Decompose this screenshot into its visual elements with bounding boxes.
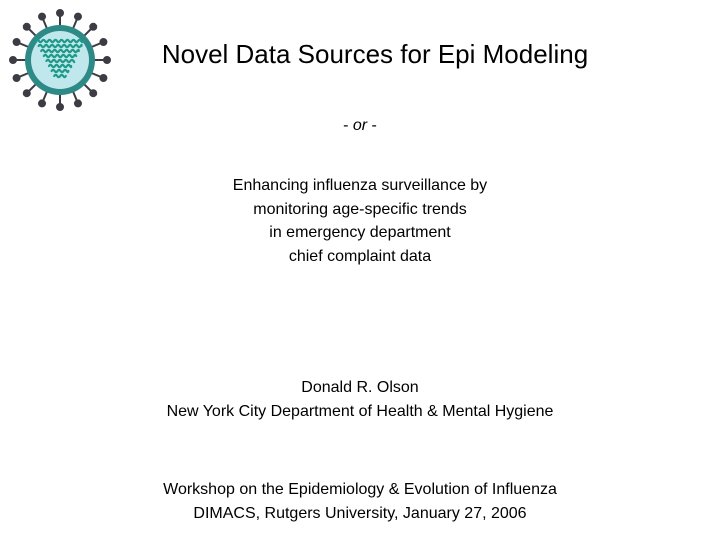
venue-line: DIMACS, Rutgers University, January 27, 2006 bbox=[193, 504, 527, 522]
virus-spike-tip bbox=[39, 100, 45, 106]
virus-spike-tip bbox=[90, 24, 96, 30]
virus-spike-tip bbox=[57, 10, 63, 16]
venue-line: Workshop on the Epidemiology & Evolution of Influenza bbox=[163, 481, 557, 498]
virus-spike-tip bbox=[104, 57, 110, 63]
author-name: Donald R. Olson bbox=[301, 379, 419, 396]
virus-spike-tip bbox=[100, 39, 106, 45]
virus-spike-tip bbox=[24, 90, 30, 96]
virus-spike-tip bbox=[39, 14, 45, 20]
virus-spike-tip bbox=[75, 14, 81, 20]
or-separator bbox=[0, 116, 720, 136]
virus-logo-icon bbox=[8, 8, 112, 112]
virus-wave bbox=[52, 70, 69, 72]
subtitle-line: in emergency department bbox=[269, 224, 451, 241]
slide-title: Novel Data Sources for Epi Modeling bbox=[161, 39, 589, 69]
or-suffix: - bbox=[367, 117, 377, 134]
virus-spike-tip bbox=[75, 100, 81, 106]
virus-spike-tip bbox=[14, 75, 20, 81]
or-word: or bbox=[352, 117, 368, 134]
or-prefix: - bbox=[343, 117, 353, 134]
virus-spike-tip bbox=[24, 24, 30, 30]
subtitle-line: monitoring age-specific trends bbox=[253, 200, 467, 218]
virus-spike-tip bbox=[14, 39, 20, 45]
virus-spike-tip bbox=[57, 104, 63, 110]
subtitle-line: Enhancing influenza surveillance by bbox=[232, 177, 488, 194]
venue-block bbox=[0, 478, 720, 525]
virus-wave bbox=[39, 45, 82, 47]
subtitle-line: chief complaint data bbox=[288, 247, 432, 265]
virus-spike-tip bbox=[100, 75, 106, 81]
virus-spike-tip bbox=[90, 90, 96, 96]
subtitle bbox=[0, 174, 720, 268]
virus-spike-tip bbox=[10, 57, 16, 63]
author-block bbox=[0, 376, 720, 423]
author-affiliation: New York City Department of Health & Mental Hygiene bbox=[166, 402, 554, 420]
